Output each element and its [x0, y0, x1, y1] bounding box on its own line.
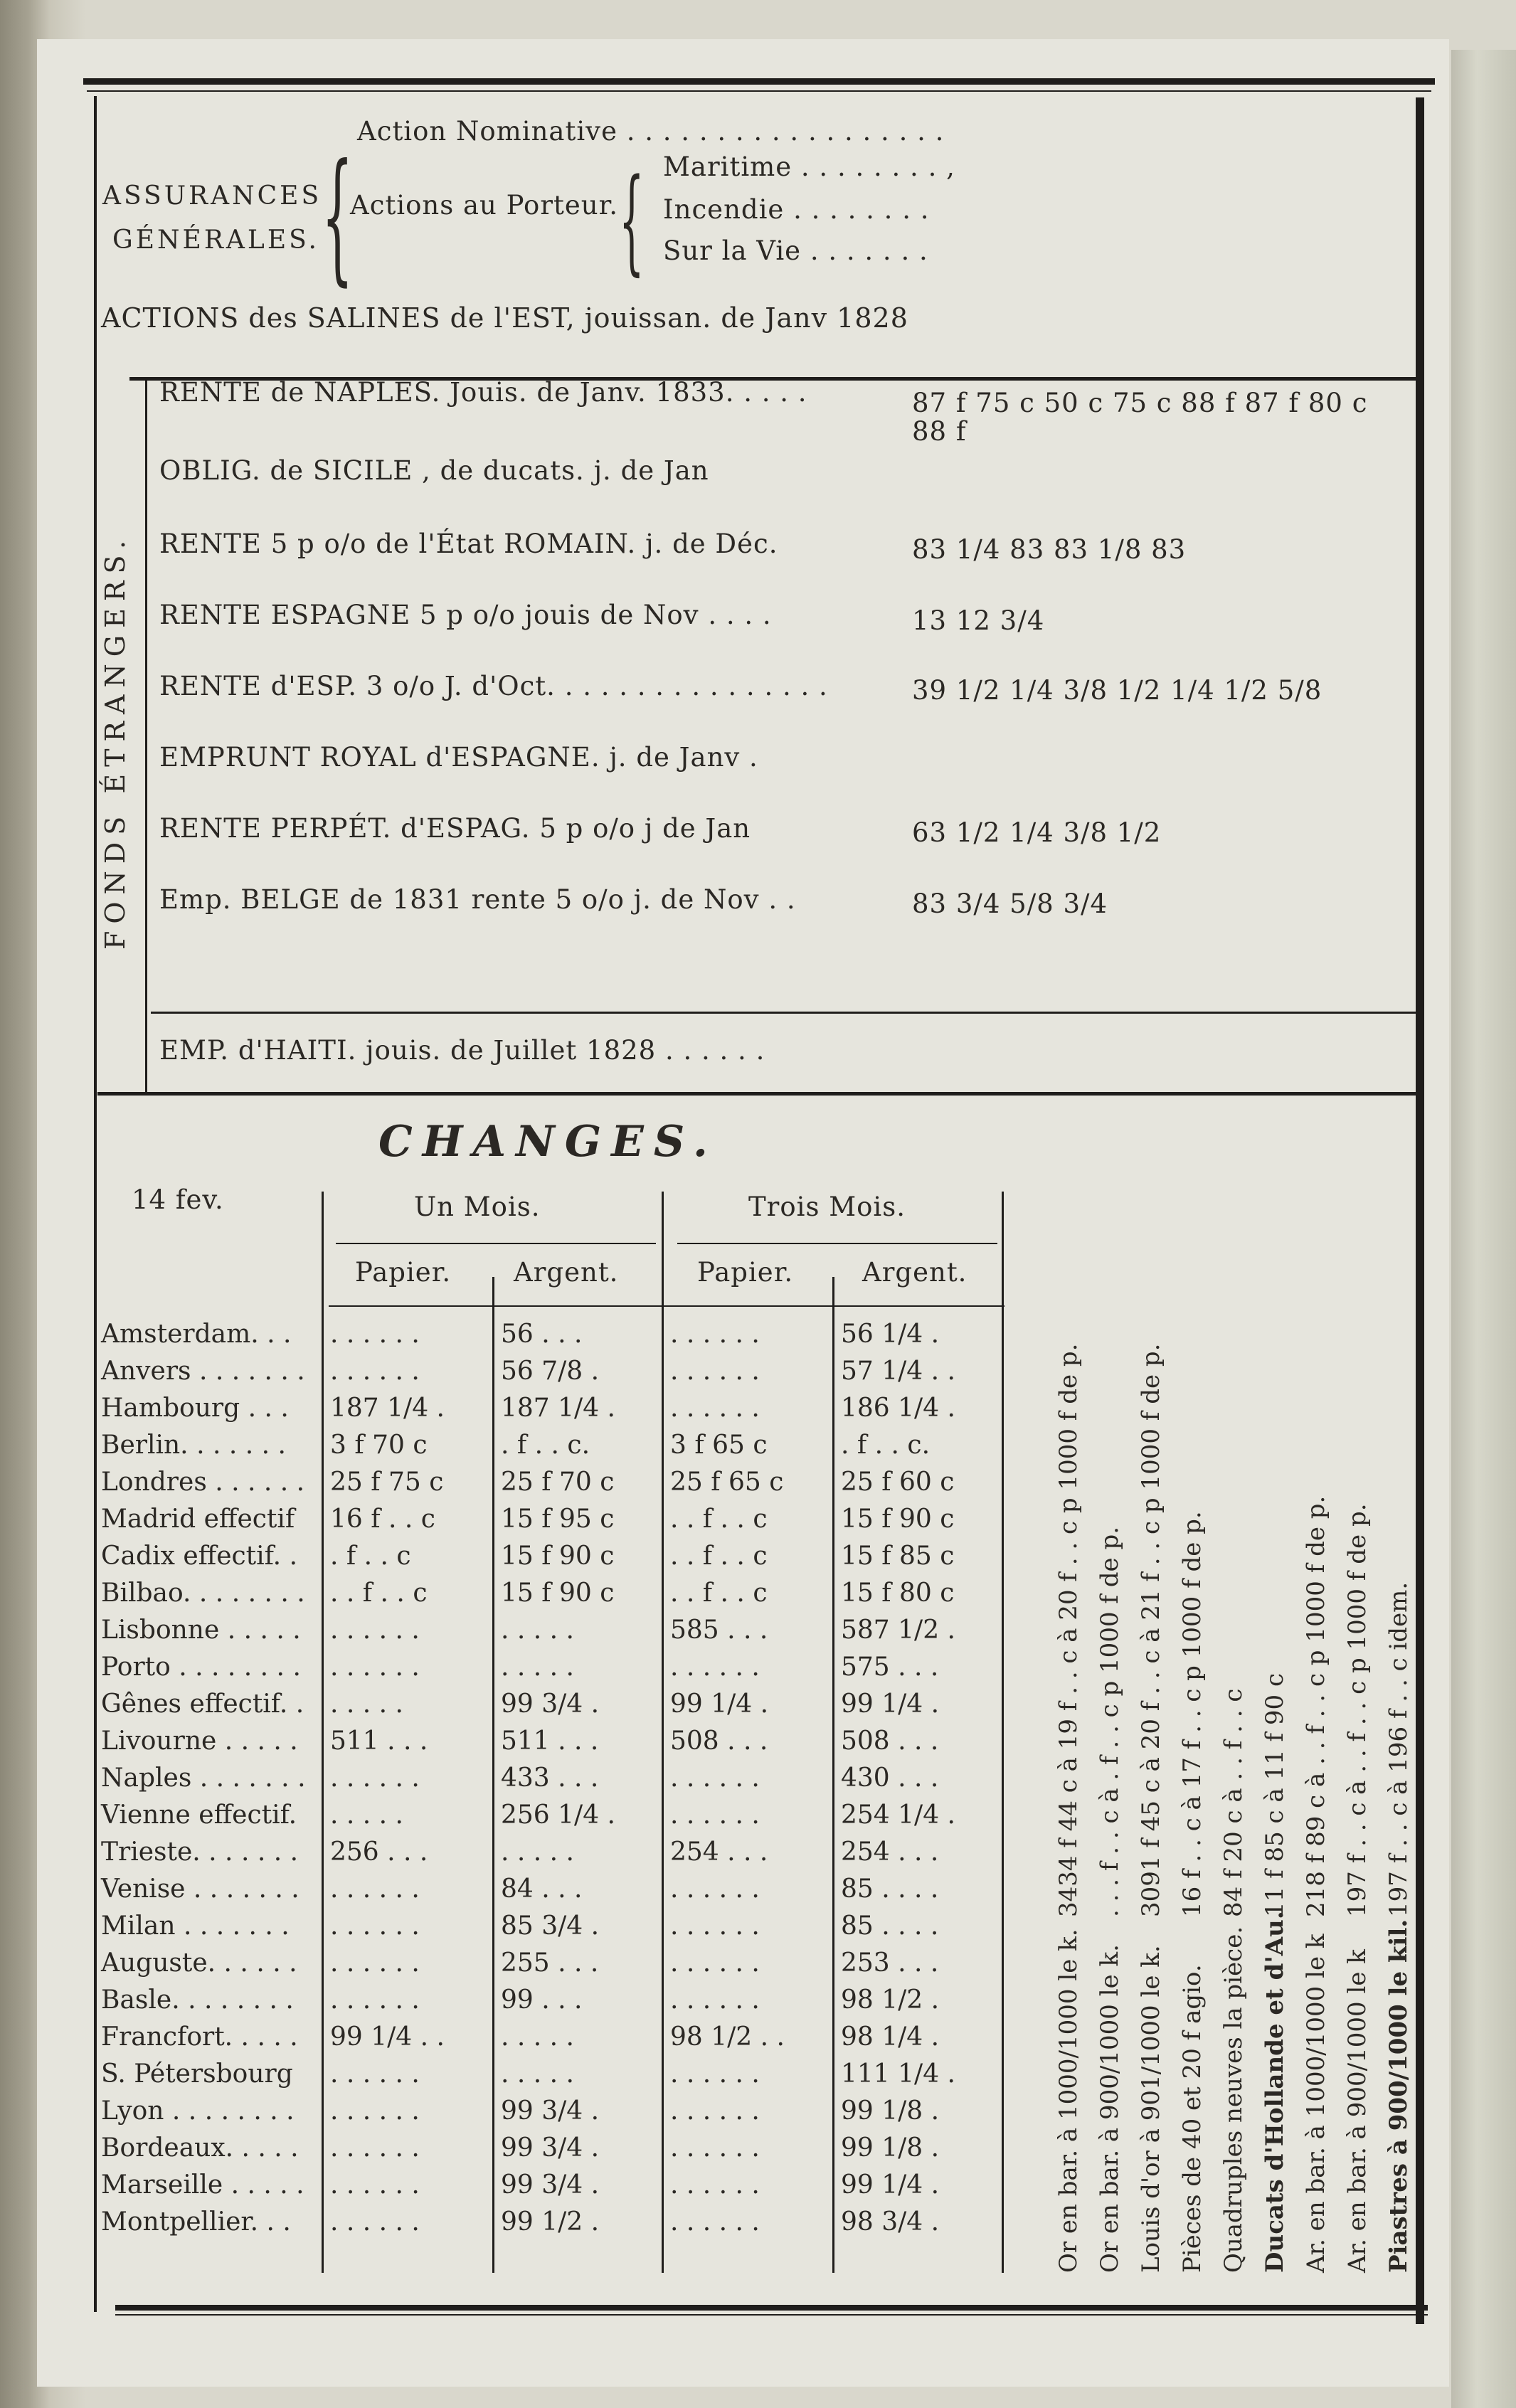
fonds-row-esp3: RENTE d'ESP. 3 o/o J. d'Oct. . . . . . . . . . . . . . . . — [159, 671, 828, 701]
city: Cadix effectif. . — [101, 1542, 298, 1571]
city: Gênes effectif. . — [101, 1690, 304, 1719]
papier-1-header: Papier. — [355, 1257, 452, 1288]
porteur-brace: { — [619, 154, 645, 287]
argent-1: . . . . . — [501, 2059, 574, 2089]
argent-1: 99 3/4 . — [501, 2096, 600, 2126]
fonds-price-romain: 83 1/4 83 83 1/8 83 — [912, 534, 1187, 565]
papier-3: 25 f 65 c — [670, 1468, 784, 1497]
papier-1: . . . . . . — [330, 1763, 420, 1793]
col-rule-1 — [322, 1192, 324, 2273]
papier-1: . . . . . . — [330, 2207, 420, 2237]
fonds-row-perpet: RENTE PERPÉT. d'ESPAG. 5 p o/o j de Jan — [159, 813, 751, 844]
papier-1: . . . . . . — [330, 1874, 420, 1904]
city: Amsterdam. . . — [101, 1320, 292, 1349]
papier-1: 16 f . . c — [330, 1505, 435, 1534]
argent-1: . . . . . — [501, 1616, 574, 1645]
city: S. Pétersbourg — [101, 2059, 293, 2089]
papier-3: . . f . . c — [670, 1542, 768, 1571]
argent-1: 99 3/4 . — [501, 1690, 600, 1719]
metal-label-4: Quadruples neuves la pièce. — [1219, 1926, 1248, 2273]
argent-1: 99 3/4 . — [501, 2170, 600, 2200]
papier-3: . . . . . . — [670, 2059, 760, 2089]
col-rule-2 — [492, 1277, 494, 2273]
papier-1: . . . . . — [330, 1690, 403, 1719]
papier-1: . . . . . — [330, 1800, 403, 1830]
salines-line: ACTIONS des SALINES de l'EST, jouissan. de Janv 1828 — [101, 302, 908, 334]
city: Hambourg . . . — [101, 1394, 289, 1423]
assurances-label-1: ASSURANCES — [102, 181, 322, 211]
fonds-divider-rule — [151, 1012, 1416, 1014]
papier-3: . . . . . . — [670, 2170, 760, 2200]
argent-3: 254 1/4 . — [841, 1800, 955, 1830]
fonds-price-perpet: 63 1/2 1/4 3/8 1/2 — [912, 817, 1162, 848]
metal-label-1: Or en bar. à 900/1000 le k. — [1096, 1944, 1124, 2273]
papier-3: . . . . . . — [670, 1653, 760, 1682]
frame-right-rule — [1416, 97, 1424, 2324]
papier-1: 25 f 75 c — [330, 1468, 444, 1497]
city: Marseille . . . . . — [101, 2170, 304, 2200]
argent-3: 508 . . . — [841, 1727, 939, 1756]
fonds-vertical-label: FONDS ÉTRANGERS. — [100, 533, 131, 950]
papier-1: 99 1/4 . . — [330, 2022, 445, 2052]
papier-1: . . . . . . — [330, 2096, 420, 2126]
argent-3: 15 f 85 c — [841, 1542, 955, 1571]
fonds-price-belge: 83 3/4 5/8 3/4 — [912, 889, 1108, 919]
papier-3: . . . . . . — [670, 1320, 760, 1349]
metal-label-8: Piastres à 900/1000 le kil. — [1384, 1919, 1413, 2273]
papier-3: . . . . . . — [670, 1357, 760, 1386]
papier-1: . . . . . . — [330, 1320, 420, 1349]
metal-value-0: 3434 f 44 c à 19 f . . c à 20 f . . c p 1000 f de p. — [1054, 1343, 1083, 1917]
metal-value-7: 197 f . . c à . . f . . c p 1000 f de p. — [1343, 1503, 1372, 1917]
papier-3: 3 f 65 c — [670, 1431, 768, 1460]
papier-1: . . . . . . — [330, 2059, 420, 2089]
city: Montpellier. . . — [101, 2207, 291, 2237]
argent-1: 85 3/4 . — [501, 1911, 600, 1941]
argent-1: 56 7/8 . — [501, 1357, 600, 1386]
argent-1: 15 f 90 c — [501, 1579, 615, 1608]
argent-3: 56 1/4 . — [841, 1320, 940, 1349]
argent-3: 85 . . . . — [841, 1874, 939, 1904]
fonds-row-haiti: EMP. d'HAITI. jouis. de Juillet 1828 . . . . . . — [159, 1035, 765, 1066]
metal-label-6: Ar. en bar. à 1000/1000 le k — [1302, 1934, 1330, 2273]
metal-value-8: 197 f . . c à 196 f . . c idem. — [1384, 1581, 1413, 1917]
fonds-inner-left-rule — [145, 381, 147, 1092]
argent-3: 98 1/4 . — [841, 2022, 940, 2052]
frame-top-rule — [83, 78, 1435, 85]
metal-label-3: Pièces de 40 et 20 f agio. — [1178, 1964, 1207, 2273]
argent-1: . f . . c. — [501, 1431, 590, 1460]
metal-value-1: . . . f . . c à . f . . c p 1000 f de p. — [1096, 1526, 1124, 1917]
argent-1: 433 . . . — [501, 1763, 599, 1793]
fonds-price-naples-2: 88 f — [912, 416, 967, 447]
papier-3: . . . . . . — [670, 1948, 760, 1978]
metal-label-0: Or en bar. à 1000/1000 le k. — [1054, 1929, 1083, 2273]
papier-3: 254 . . . — [670, 1837, 768, 1867]
argent-1: 56 . . . — [501, 1320, 583, 1349]
papier-3: . . f . . c — [670, 1579, 768, 1608]
papier-3: 98 1/2 . . — [670, 2022, 785, 2052]
city: Naples . . . . . . . — [101, 1763, 306, 1793]
city: Milan . . . . . . . — [101, 1911, 290, 1941]
papier-3: 99 1/4 . — [670, 1690, 769, 1719]
metal-value-2: 3091 f 45 c à 20 f . . c à 21 f . . c p 1000 f de p. — [1137, 1343, 1165, 1917]
papier-3: . . . . . . — [670, 2133, 760, 2163]
argent-3: 587 1/2 . — [841, 1616, 955, 1645]
papier-1: . . . . . . — [330, 2133, 420, 2163]
fonds-row-belge: Emp. BELGE de 1831 rente 5 o/o j. de Nov . . — [159, 884, 796, 915]
frame-top-rule-thin — [87, 90, 1431, 92]
argent-3: 99 1/4 . — [841, 2170, 940, 2200]
argent-3: 57 1/4 . . — [841, 1357, 955, 1386]
fonds-row-naples: RENTE de NAPLES. Jouis. de Janv. 1833. . . . . — [159, 377, 807, 408]
papier-1: . . . . . . — [330, 1616, 420, 1645]
changes-top-rule — [97, 1092, 1417, 1096]
argent-1-header: Argent. — [514, 1257, 619, 1288]
argent-3: . f . . c. — [841, 1431, 931, 1460]
papier-1: 3 f 70 c — [330, 1431, 428, 1460]
city: Londres . . . . . . — [101, 1468, 305, 1497]
city: Venise . . . . . . . — [101, 1874, 300, 1904]
trois-mois-underline — [677, 1243, 997, 1244]
argent-1: 15 f 90 c — [501, 1542, 615, 1571]
argent-3: 430 . . . — [841, 1763, 939, 1793]
city: Basle. . . . . . . . — [101, 1985, 294, 2015]
city: Lisbonne . . . . . — [101, 1616, 301, 1645]
argent-1: 25 f 70 c — [501, 1468, 615, 1497]
assurances-porteur: Actions au Porteur. — [350, 190, 618, 221]
argent-1: 99 . . . — [501, 1985, 583, 2015]
argent-1: 84 . . . — [501, 1874, 583, 1904]
papier-1: . . . . . . — [330, 1948, 420, 1978]
metal-value-3: 16 f . . c à 17 f . . c p 1000 f de p. — [1178, 1511, 1207, 1917]
papier-3-header: Papier. — [697, 1257, 794, 1288]
argent-1: . . . . . — [501, 1653, 574, 1682]
argent-3: 99 1/8 . — [841, 2096, 940, 2126]
city: Bilbao. . . . . . . . — [101, 1579, 305, 1608]
argent-1: 255 . . . — [501, 1948, 599, 1978]
metal-label-7: Ar. en bar. à 900/1000 le k — [1343, 1949, 1372, 2273]
argent-3: 15 f 90 c — [841, 1505, 955, 1534]
frame-bottom-rule-thin — [115, 2314, 1428, 2316]
fonds-price-esp3: 39 1/2 1/4 3/8 1/2 1/4 1/2 5/8 — [912, 675, 1322, 706]
metal-value-4: 84 f 20 c à . . f . . c — [1219, 1688, 1248, 1917]
papier-3: 508 . . . — [670, 1727, 768, 1756]
papier-1: 256 . . . — [330, 1837, 428, 1867]
un-mois-underline — [336, 1243, 656, 1244]
argent-3: 85 . . . . — [841, 1911, 939, 1941]
col-rule-3 — [662, 1192, 664, 2273]
argent-3: 254 . . . — [841, 1837, 939, 1867]
papier-1: . . . . . . — [330, 1653, 420, 1682]
city: Anvers . . . . . . . — [101, 1357, 305, 1386]
city: Porto . . . . . . . . — [101, 1653, 301, 1682]
argent-1: 99 3/4 . — [501, 2133, 600, 2163]
argent-3: 253 . . . — [841, 1948, 939, 1978]
city: Francfort. . . . . — [101, 2022, 298, 2052]
papier-3: . . . . . . — [670, 1874, 760, 1904]
frame-left-rule — [94, 96, 97, 2312]
changes-un-mois: Un Mois. — [414, 1192, 541, 1222]
argent-1: 187 1/4 . — [501, 1394, 615, 1423]
city: Livourne . . . . . — [101, 1727, 298, 1756]
metal-label-5: Ducats d'Hollande et d'Au. — [1261, 1911, 1289, 2273]
argent-3: 186 1/4 . — [841, 1394, 955, 1423]
argent-1: 15 f 95 c — [501, 1505, 615, 1534]
papier-1: . . . . . . — [330, 1911, 420, 1941]
fonds-row-sicile: OBLIG. de SICILE , de ducats. j. de Jan — [159, 455, 709, 486]
metal-value-5: 11 f 85 c à 11 f 90 c — [1261, 1672, 1289, 1917]
fonds-row-espagne: RENTE ESPAGNE 5 p o/o jouis de Nov . . . . — [159, 600, 772, 630]
fonds-price-naples: 87 f 75 c 50 c 75 c 88 f 87 f 80 c — [912, 388, 1368, 418]
metal-value-6: 218 f 89 c à . . f . . c p 1000 f de p. — [1302, 1495, 1330, 1917]
changes-title: CHANGES. — [378, 1117, 718, 1167]
papier-3: . . . . . . — [670, 1763, 760, 1793]
argent-3: 98 3/4 . — [841, 2207, 940, 2237]
col-rule-5 — [1002, 1192, 1004, 2273]
city: Vienne effectif. — [101, 1800, 297, 1830]
argent-3: 575 . . . — [841, 1653, 939, 1682]
binding-edge — [1451, 50, 1516, 2408]
papier-3: . . . . . . — [670, 2207, 760, 2237]
fonds-row-emprunt-royal: EMPRUNT ROYAL d'ESPAGNE. j. de Janv . — [159, 742, 758, 773]
papier-1: 187 1/4 . — [330, 1394, 445, 1423]
city: Trieste. . . . . . . — [101, 1837, 299, 1867]
assurance-vie: Sur la Vie . . . . . . . — [663, 235, 928, 266]
argent-3: 25 f 60 c — [841, 1468, 955, 1497]
page — [37, 39, 1449, 2387]
argent-3: 99 1/4 . — [841, 1690, 940, 1719]
city: Lyon . . . . . . . . — [101, 2096, 295, 2126]
argent-1: 256 1/4 . — [501, 1800, 615, 1830]
argent-1: . . . . . — [501, 2022, 574, 2052]
frame-bottom-rule — [115, 2305, 1428, 2311]
argent-1: . . . . . — [501, 1837, 574, 1867]
changes-date: 14 fev. — [132, 1184, 224, 1215]
papier-1: . . . . . . — [330, 2170, 420, 2200]
argent-3-header: Argent. — [862, 1257, 968, 1288]
metal-label-2: Louis d'or à 901/1000 le k. — [1137, 1945, 1165, 2273]
papier-1: 511 . . . — [330, 1727, 428, 1756]
assurance-incendie: Incendie . . . . . . . . — [663, 194, 930, 225]
assurances-brace: { — [322, 134, 354, 299]
fonds-row-romain: RENTE 5 p o/o de l'État ROMAIN. j. de Déc. — [159, 529, 778, 559]
papier-1: . f . . c — [330, 1542, 411, 1571]
papier-3: . . f . . c — [670, 1505, 768, 1534]
papier-3: 585 . . . — [670, 1616, 768, 1645]
papier-3: . . . . . . — [670, 1911, 760, 1941]
papier-3: . . . . . . — [670, 2096, 760, 2126]
header-bottom-rule — [329, 1305, 1005, 1307]
assurances-label-2: GÉNÉRALES. — [112, 226, 319, 255]
assurance-maritime: Maritime . . . . . . . . , — [663, 152, 955, 182]
city: Bordeaux. . . . . — [101, 2133, 299, 2163]
argent-3: 15 f 80 c — [841, 1579, 955, 1608]
assurances-nominative: Action Nominative . . . . . . . . . . . . . . . . . . — [357, 116, 945, 147]
papier-1: . . f . . c — [330, 1579, 428, 1608]
papier-3: . . . . . . — [670, 1800, 760, 1830]
papier-3: . . . . . . — [670, 1985, 760, 2015]
col-rule-4 — [832, 1277, 834, 2273]
papier-1: . . . . . . — [330, 1357, 420, 1386]
papier-1: . . . . . . — [330, 1985, 420, 2015]
city: Madrid effectif — [101, 1505, 295, 1534]
argent-3: 99 1/8 . — [841, 2133, 940, 2163]
city: Berlin. . . . . . . — [101, 1431, 286, 1460]
changes-trois-mois: Trois Mois. — [748, 1192, 906, 1222]
argent-1: 99 1/2 . — [501, 2207, 600, 2237]
papier-3: . . . . . . — [670, 1394, 760, 1423]
fonds-price-espagne: 13 12 3/4 — [912, 605, 1045, 636]
argent-1: 511 . . . — [501, 1727, 599, 1756]
city: Auguste. . . . . . — [101, 1948, 297, 1978]
argent-3: 98 1/2 . — [841, 1985, 940, 2015]
argent-3: 111 1/4 . — [841, 2059, 955, 2089]
